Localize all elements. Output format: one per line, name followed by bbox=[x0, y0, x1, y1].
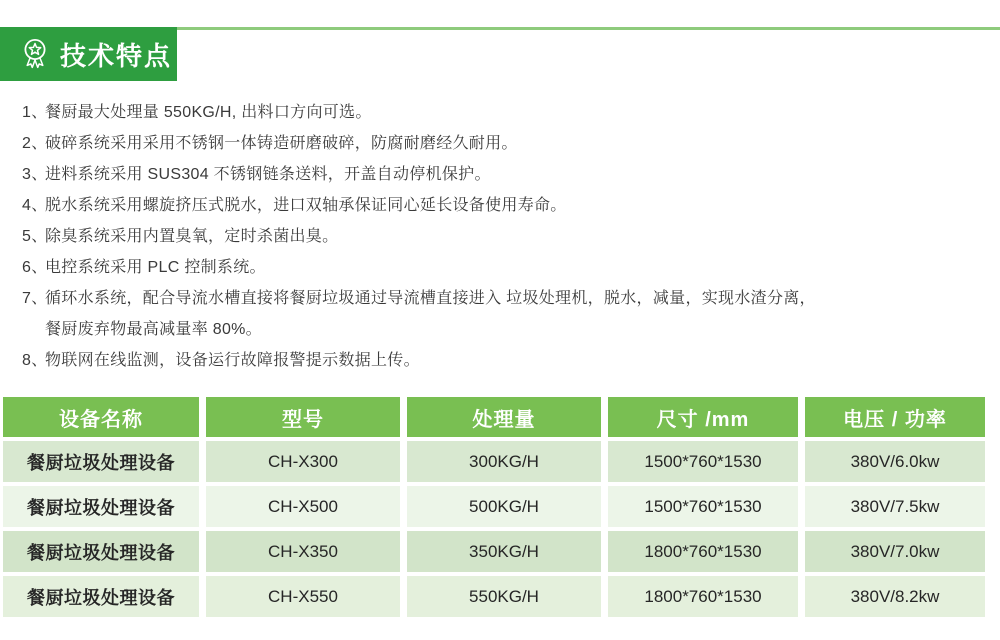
feature-item bbox=[22, 252, 852, 283]
feature-number: 6、 bbox=[22, 259, 48, 276]
cell-voltage-power: 380V/7.5kw bbox=[805, 486, 985, 527]
feature-item bbox=[22, 345, 852, 376]
cell-voltage-power: 380V/6.0kw bbox=[805, 441, 985, 482]
feature-number: 1、 bbox=[22, 104, 48, 121]
cell-device-name: 餐厨垃圾处理设备 bbox=[3, 486, 199, 527]
cell-dimensions: 1500*760*1530 bbox=[608, 486, 798, 527]
feature-text: 进料系统采用 SUS304 不锈钢链条送料，开盖自动停机保护。 bbox=[45, 166, 491, 183]
feature-text: 脱水系统采用螺旋挤压式脱水，进口双轴承保证同心延长设备使用寿命。 bbox=[45, 197, 567, 214]
feature-item bbox=[22, 221, 852, 252]
cell-voltage-power: 380V/7.0kw bbox=[805, 531, 985, 572]
col-header-voltage-power: 电压 / 功率 bbox=[805, 397, 985, 437]
feature-item bbox=[22, 97, 852, 128]
feature-text: 破碎系统采用采用不锈钢一体铸造研磨破碎，防腐耐磨经久耐用。 bbox=[45, 135, 518, 152]
feature-number: 4、 bbox=[22, 197, 48, 214]
cell-voltage-power: 380V/8.2kw bbox=[805, 576, 985, 617]
feature-number: 2、 bbox=[22, 135, 48, 152]
cell-model: CH-X300 bbox=[206, 441, 400, 482]
cell-dimensions: 1800*760*1530 bbox=[608, 576, 798, 617]
cell-device-name: 餐厨垃圾处理设备 bbox=[3, 531, 199, 572]
feature-number: 7、 bbox=[22, 290, 48, 307]
feature-item bbox=[22, 128, 852, 159]
cell-model: CH-X550 bbox=[206, 576, 400, 617]
cell-device-name: 餐厨垃圾处理设备 bbox=[3, 441, 199, 482]
feature-number: 3、 bbox=[22, 166, 48, 183]
feature-text: 餐厨最大处理量 550KG/H, 出料口方向可选。 bbox=[45, 104, 372, 121]
feature-number: 5、 bbox=[22, 228, 48, 245]
cell-capacity: 550KG/H bbox=[407, 576, 601, 617]
feature-item bbox=[22, 190, 852, 221]
feature-text: 除臭系统采用内置臭氧，定时杀菌出臭。 bbox=[45, 228, 339, 245]
cell-capacity: 300KG/H bbox=[407, 441, 601, 482]
cell-device-name: 餐厨垃圾处理设备 bbox=[3, 576, 199, 617]
col-header-capacity: 处理量 bbox=[407, 397, 601, 437]
feature-item bbox=[22, 159, 852, 190]
cell-dimensions: 1500*760*1530 bbox=[608, 441, 798, 482]
cell-model: CH-X500 bbox=[206, 486, 400, 527]
feature-list bbox=[22, 97, 852, 376]
cell-capacity: 500KG/H bbox=[407, 486, 601, 527]
col-header-device-name: 设备名称 bbox=[3, 397, 199, 437]
medal-star-icon bbox=[19, 37, 51, 71]
feature-item bbox=[22, 283, 852, 345]
feature-text: 物联网在线监测，设备运行故障报警提示数据上传。 bbox=[45, 352, 420, 369]
section-title: 技术特点 bbox=[60, 40, 173, 71]
section-header-banner bbox=[0, 27, 177, 81]
feature-text: 电控系统采用 PLC 控制系统。 bbox=[45, 259, 266, 276]
cell-capacity: 350KG/H bbox=[407, 531, 601, 572]
feature-number: 8、 bbox=[22, 352, 48, 369]
feature-text: 循环水系统，配合导流水槽直接将餐厨垃圾通过导流槽直接进入 垃圾处理机，脱水，减量，实现水渣分离，餐厨废弃物最高减量率 80%。 bbox=[45, 290, 816, 338]
spec-table bbox=[3, 397, 985, 617]
col-header-dimensions: 尺寸 /mm bbox=[608, 397, 798, 437]
col-header-model: 型号 bbox=[206, 397, 400, 437]
cell-dimensions: 1800*760*1530 bbox=[608, 531, 798, 572]
cell-model: CH-X350 bbox=[206, 531, 400, 572]
